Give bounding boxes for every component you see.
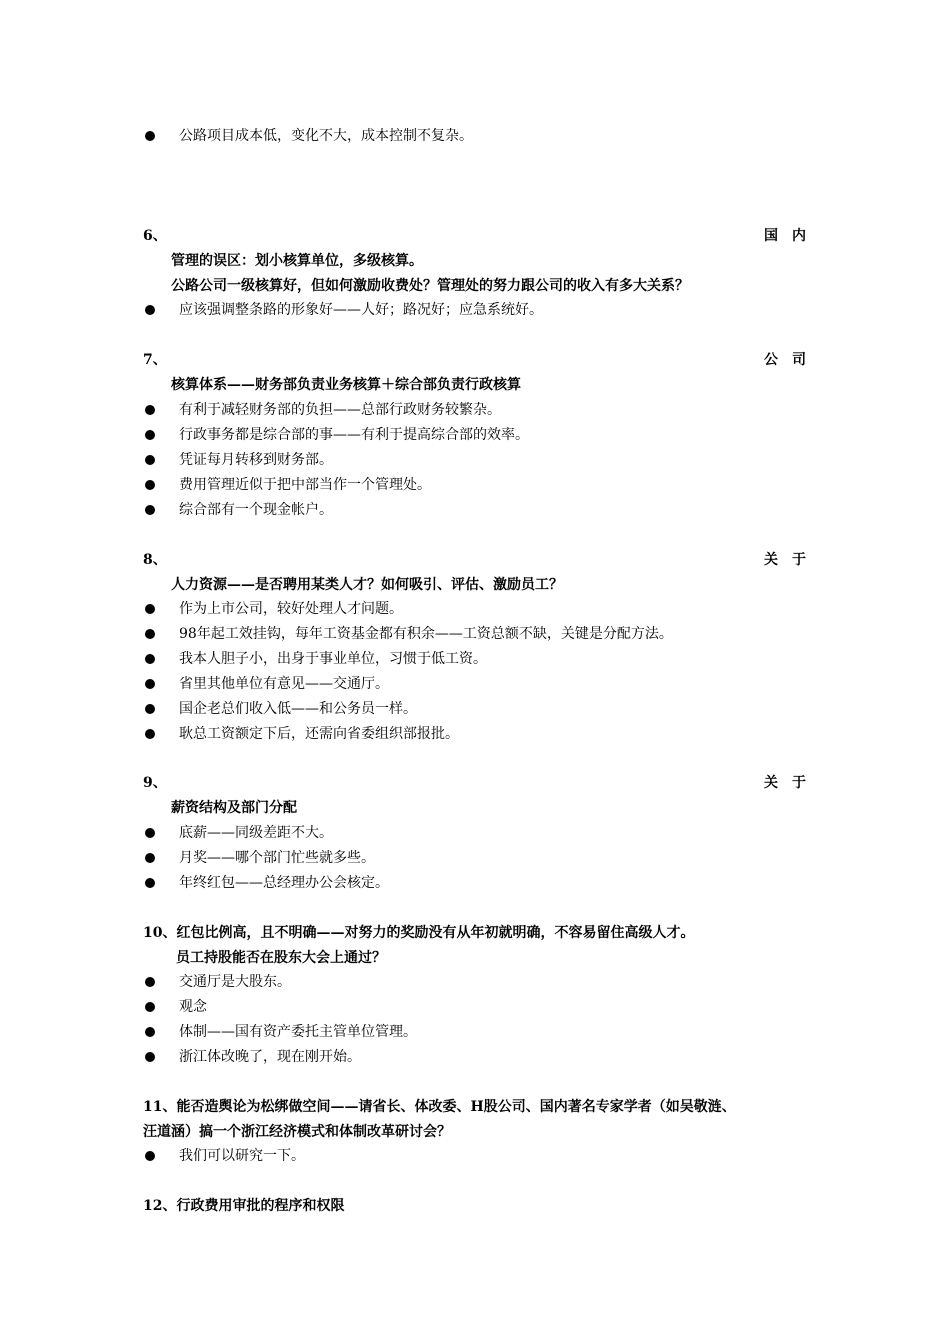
list-item-text: 作为上市公司，较好处理人才问题。 [179, 601, 403, 617]
bullet-icon [145, 1002, 155, 1012]
section-10-line: 10、红包比例高，且不明确——对努力的奖励没有从年初就明确，不容易留住高级人才。 [143, 925, 695, 941]
bullet-icon [145, 305, 155, 315]
list-item-text: 98年起工效挂钩，每年工资基金都有积余——工资总额不缺，关键是分配方法。 [179, 626, 673, 642]
list-item-text: 交通厅是大股东。 [179, 974, 291, 990]
section-11-line-cont: 汪道涵）搞一个浙江经济模式和体制改革研讨会？ [143, 1124, 451, 1140]
list-item-text: 底薪——同级差距不大。 [179, 825, 333, 841]
bullet-icon [145, 131, 155, 141]
section-number: 8、 [143, 552, 167, 568]
bullet-icon [145, 430, 155, 440]
section-number: 7、 [143, 352, 167, 368]
section-question: 公路公司一级核算好，但如何激励收费处？管理处的努力跟公司的收入有多大关系？ [171, 278, 689, 294]
list-item-text: 国企老总们收入低——和公务员一样。 [179, 701, 417, 717]
bullet-icon [145, 1052, 155, 1062]
bullet-icon [145, 853, 155, 863]
list-item-text: 体制——国有资产委托主管单位管理。 [179, 1024, 417, 1040]
bullet-icon [145, 1027, 155, 1037]
section-number: 9、 [143, 775, 167, 791]
bullet-icon [145, 405, 155, 415]
section-title: 人力资源——是否聘用某类人才？如何吸引、评估、激励员工？ [171, 577, 563, 593]
section-heading-start: 国内 [764, 228, 820, 244]
list-item-text: 我们可以研究一下。 [179, 1148, 305, 1164]
bullet-icon [145, 1151, 155, 1161]
bullet-icon [145, 704, 155, 714]
bullet-icon [145, 505, 155, 515]
section-11-line: 11、能否造舆论为松绑做空间——请省长、体改委、H股公司、国内著名专家学者（如吴敬涟、 [143, 1099, 736, 1115]
list-item-text: 公路项目成本低，变化不大，成本控制不复杂。 [179, 128, 473, 144]
list-item-text: 浙江体改晚了，现在刚开始。 [179, 1049, 361, 1065]
section-heading-start: 关于 [764, 552, 820, 568]
bullet-icon [145, 604, 155, 614]
list-item-text: 月奖——哪个部门忙些就多些。 [179, 850, 375, 866]
bullet-icon [145, 654, 155, 664]
bullet-icon [145, 729, 155, 739]
list-item-text: 耿总工资额定下后，还需向省委组织部报批。 [179, 726, 459, 742]
bullet-icon [145, 679, 155, 689]
bullet-icon [145, 480, 155, 490]
section-number: 6、 [143, 228, 167, 244]
section-title: 薪资结构及部门分配 [171, 800, 297, 816]
bullet-icon [145, 455, 155, 465]
list-item-text: 观念 [179, 999, 207, 1015]
list-item-text: 综合部有一个现金帐户。 [179, 502, 333, 518]
section-heading-start: 关于 [764, 775, 820, 791]
section-12-line: 12、行政费用审批的程序和权限 [143, 1198, 345, 1214]
section-10-question: 员工持股能否在股东大会上通过？ [176, 950, 386, 966]
list-item-text: 我本人胆子小，出身于事业单位，习惯于低工资。 [179, 651, 487, 667]
list-item-text: 凭证每月转移到财务部。 [179, 452, 333, 468]
bullet-icon [145, 828, 155, 838]
bullet-icon [145, 878, 155, 888]
section-heading-start: 公司 [764, 352, 820, 368]
bullet-icon [145, 977, 155, 987]
bullet-icon [145, 629, 155, 639]
section-title: 核算体系——财务部负责业务核算＋综合部负责行政核算 [171, 377, 521, 393]
list-item-text: 省里其他单位有意见——交通厅。 [179, 676, 389, 692]
section-title: 管理的误区：划小核算单位，多级核算。 [171, 253, 423, 269]
list-item-text: 有利于减轻财务部的负担——总部行政财务较繁杂。 [179, 402, 501, 418]
list-item-text: 年终红包——总经理办公会核定。 [179, 875, 389, 891]
list-item-text: 应该强调整条路的形象好——人好；路况好；应急系统好。 [179, 302, 543, 318]
list-item-text: 行政事务都是综合部的事——有利于提高综合部的效率。 [179, 427, 529, 443]
list-item-text: 费用管理近似于把中部当作一个管理处。 [179, 477, 431, 493]
